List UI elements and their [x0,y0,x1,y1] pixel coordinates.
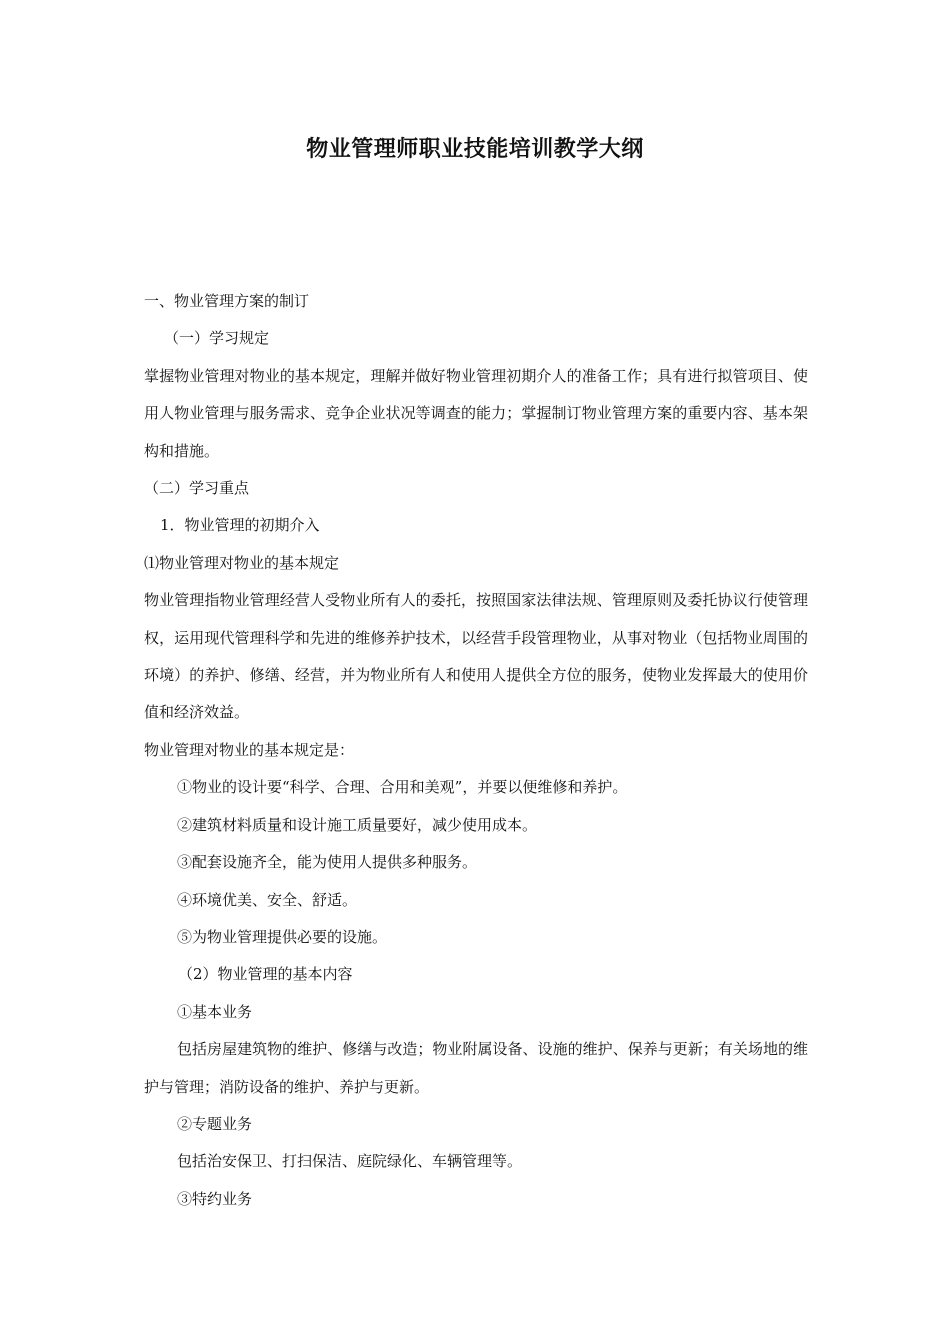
item-heading: 1．物业管理的初期介入 [160,516,320,535]
body-paragraph: 掌握物业管理对物业的基本规定，理解并做好物业管理初期介人的准备工作；具有进行拟管项目、使用人物业管理与服务需求、竞争企业状况等调查的能力；掌握制订物业管理方案的重要内容、基本架构和措施。 [144,366,808,460]
list-item: ①基本业务 [177,1002,253,1021]
body-paragraph: 包括房屋建筑物的维护、修缮与改造；物业附属设备、设施的维护、保养与更新；有关场地的维护与管理；消防设备的维护、养护与更新。 [144,1040,808,1096]
list-item: ②专题业务 [177,1114,253,1133]
list-item: ⑤为物业管理提供必要的设施。 [177,927,388,946]
list-item: ①物业的设计要“科学、合理、合用和美观”，并要以便维修和养护。 [177,778,628,797]
body-paragraph: 物业管理指物业管理经营人受物业所有人的委托，按照国家法律法规、管理原则及委托协议行使管理权，运用现代管理科学和先进的维修养护技术，以经营手段管理物业，从事对物业（包括物业周围的环境）的养护、修缮、经营，并为物业所有人和使用人提供全方位的服务，使物业发挥最大的使用价值和经济效益。 [144,591,808,722]
section-heading: 一、物业管理方案的制订 [144,292,310,310]
list-item: ②建筑材料质量和设计施工质量要好，减少使用成本。 [177,815,538,834]
body-paragraph: 包括治安保卫、打扫保洁、庭院绿化、车辆管理等。 [177,1152,523,1171]
item-subheading: （2）物业管理的基本内容 [178,965,353,984]
document-title: 物业管理师职业技能培训教学大纲 [306,137,644,162]
item-subheading: ⑴物业管理对物业的基本规定 [144,553,340,572]
document-body [144,283,808,1218]
list-item: ③特约业务 [177,1189,253,1208]
subsection-heading: （二）学习重点 [144,479,250,498]
list-item: ④环境优美、安全、舒适。 [177,890,358,909]
list-item: ③配套设施齐全，能为使用人提供多种服务。 [177,853,478,872]
body-paragraph: 物业管理对物业的基本规定是： [144,740,355,759]
subsection-heading: （一）学习规定 [164,329,270,348]
